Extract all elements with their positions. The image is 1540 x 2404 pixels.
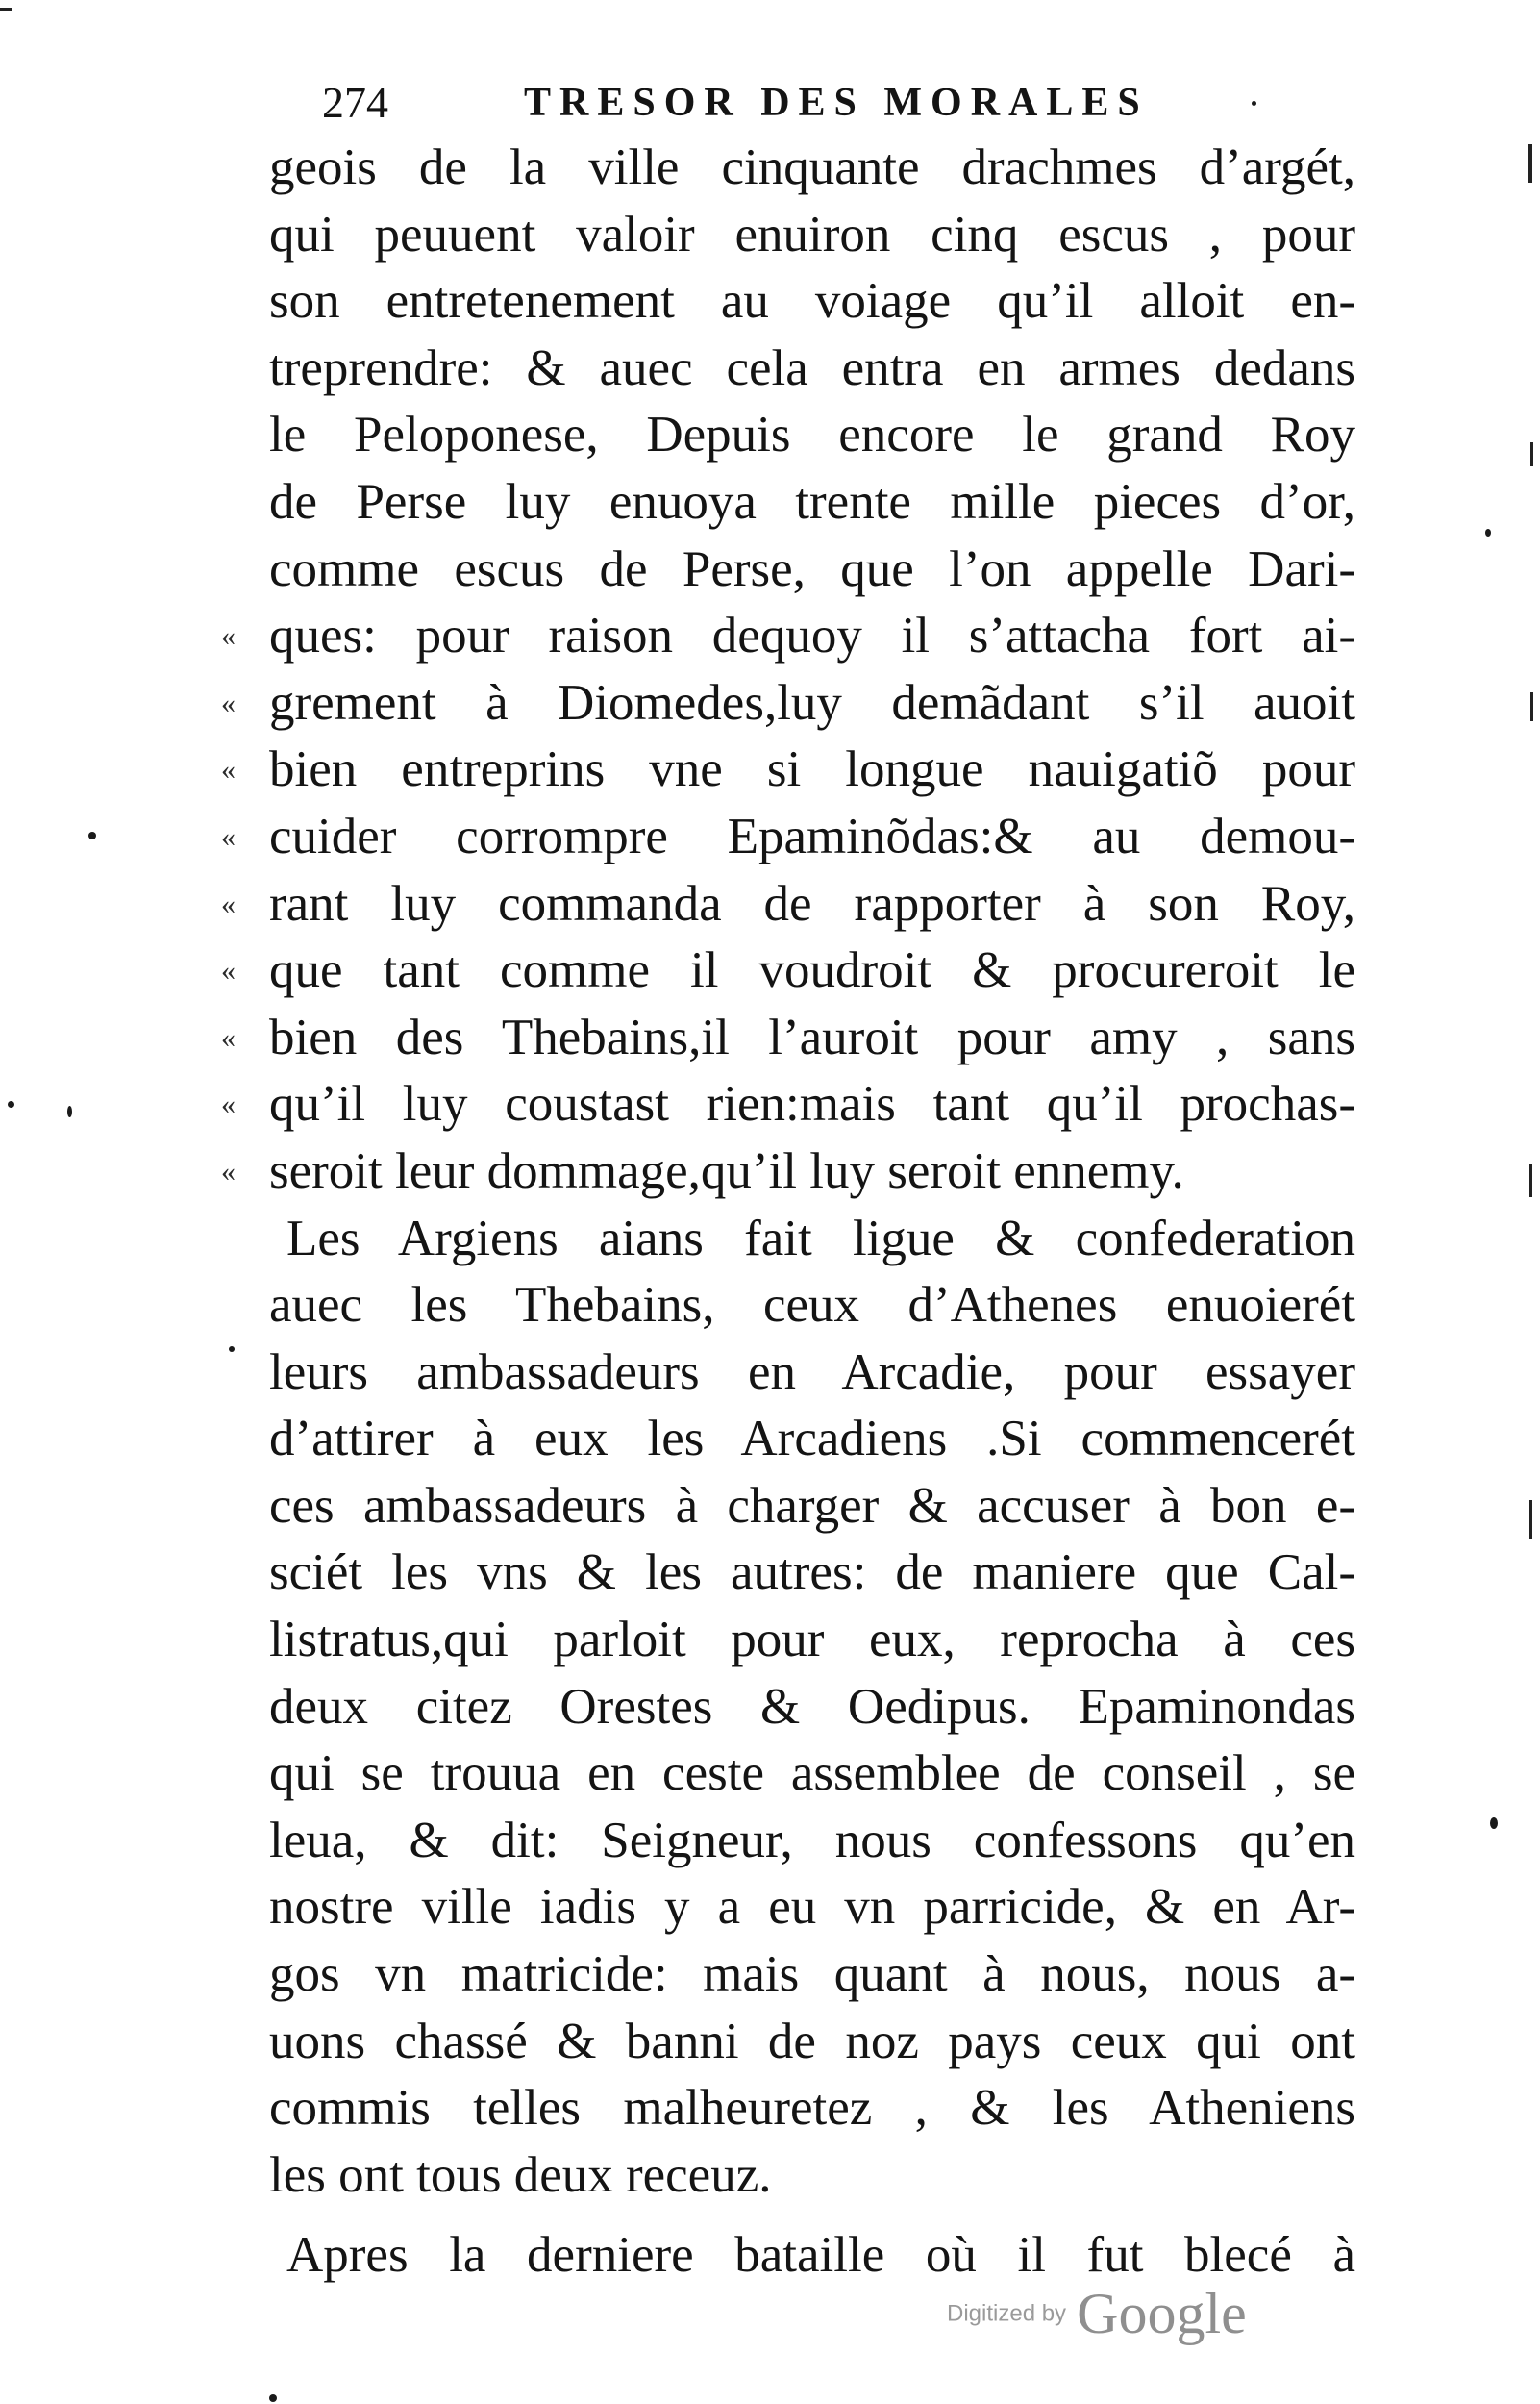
text-line xyxy=(269,2075,1355,2142)
text-line xyxy=(221,1071,1355,1139)
text-line xyxy=(221,670,1355,738)
text-line xyxy=(221,1139,1355,1206)
text-line-content: geois de la ville cinquante drachmes d’argét, xyxy=(269,139,1355,195)
text-line xyxy=(269,336,1355,403)
page-edge-mark xyxy=(1530,692,1533,721)
marginal-quote-mark: « xyxy=(221,888,236,920)
scan-speck xyxy=(1485,529,1491,537)
marginal-quote-mark: « xyxy=(221,1155,236,1188)
text-line-content: commis telles malheuretez , & les Atheniens xyxy=(269,2080,1355,2137)
text-line-content: gos vn matricide: mais quant à nous, nous a- xyxy=(269,1946,1355,2003)
watermark-prefix: Digitized by xyxy=(947,2300,1067,2327)
text-line xyxy=(269,268,1355,336)
text-line xyxy=(269,1272,1355,1340)
text-line-content: rant luy commanda de rapporter à son Roy, xyxy=(269,875,1355,932)
marginal-quote-mark: « xyxy=(221,1089,236,1121)
marginal-quote-mark: « xyxy=(221,754,236,787)
text-line xyxy=(269,2142,1355,2210)
text-line xyxy=(269,1206,1355,1273)
scan-speck xyxy=(229,1346,235,1352)
text-line-content: les ont tous deux receuz. xyxy=(269,2146,772,2203)
google-logo: Google xyxy=(1077,2282,1247,2345)
text-line-content: leua, & dit: Seigneur, nous confessons qu’en xyxy=(269,1812,1355,1868)
text-line-content: que tant comme il voudroit & procureroit le xyxy=(269,942,1355,999)
marginal-quote-mark: « xyxy=(221,955,236,988)
text-line-content: Les Argiens aians fait ligue & confederation xyxy=(286,1210,1355,1266)
text-line xyxy=(269,1340,1355,1407)
text-line-content: ces ambassadeurs à charger & accuser à bon e- xyxy=(269,1477,1355,1534)
page-header xyxy=(322,69,1283,137)
text-line xyxy=(269,1406,1355,1473)
body-text xyxy=(221,135,1355,2290)
text-line-content: deux citez Orestes & Oedipus. Epaminondas xyxy=(269,1678,1355,1735)
text-line xyxy=(269,202,1355,269)
text-line xyxy=(221,603,1355,670)
page-number: 274 xyxy=(322,78,388,127)
text-line xyxy=(221,938,1355,1005)
text-line xyxy=(269,1941,1355,2009)
text-line xyxy=(269,1740,1355,1808)
text-line-content: son entretenement au voiage qu’il alloit en- xyxy=(269,273,1355,330)
text-line-content: listratus,qui parloit pour eux, reprocha à ces xyxy=(269,1612,1355,1668)
page-edge-mark xyxy=(1529,1500,1532,1539)
text-line-content: seroit leur dommage,qu’il luy seroit ennemy. xyxy=(269,1142,1184,1199)
scan-speck xyxy=(269,2394,277,2402)
text-line xyxy=(221,804,1355,871)
text-line-content: qui peuuent valoir enuiron cinq escus , pour xyxy=(269,206,1355,263)
text-line xyxy=(269,1874,1355,1941)
text-line-content: Apres la derniere bataille où il fut blecé à xyxy=(286,2227,1355,2284)
text-line-content: comme escus de Perse, que l’on appelle Dari- xyxy=(269,540,1355,597)
text-line-content: bien des Thebains,il l’auroit pour amy , sans xyxy=(269,1009,1355,1065)
page-edge-mark xyxy=(1530,442,1533,466)
digitized-by-google-watermark xyxy=(947,2281,1247,2348)
text-line xyxy=(269,2009,1355,2076)
scan-speck xyxy=(67,1106,72,1117)
marginal-quote-mark: « xyxy=(221,620,236,653)
scan-speck xyxy=(88,832,96,839)
text-line-content: cuider corrompre Epaminõdas:& au demou- xyxy=(269,808,1355,864)
scan-speck xyxy=(8,1101,14,1108)
page-edge-mark xyxy=(0,8,12,11)
text-line xyxy=(269,1808,1355,1875)
text-line xyxy=(269,1674,1355,1741)
text-line xyxy=(269,402,1355,469)
text-line-content: d’attirer à eux les Arcadiens .Si commencerét xyxy=(269,1411,1355,1467)
marginal-quote-mark: « xyxy=(221,687,236,719)
text-line xyxy=(269,469,1355,537)
running-head: TRESOR DES MORALES xyxy=(524,81,1149,125)
text-line-content: ques: pour raison dequoy il s’attacha fort ai- xyxy=(269,608,1355,664)
text-line-content: le Peloponese, Depuis encore le grand Roy xyxy=(269,407,1355,463)
text-line-content: grement à Diomedes,luy demãdant s’il auoit xyxy=(269,674,1355,731)
text-line xyxy=(221,1005,1355,1072)
text-line-content: de Perse luy enuoya trente mille pieces d’or, xyxy=(269,473,1355,530)
text-line xyxy=(269,1607,1355,1674)
marginal-quote-mark: « xyxy=(221,820,236,853)
text-line-content: qui se trouua en ceste assemblee de conseil , se xyxy=(269,1745,1355,1802)
text-line xyxy=(269,1540,1355,1607)
text-line-content: qu’il luy coustast rien:mais tant qu’il prochas- xyxy=(269,1076,1355,1133)
text-line-content: treprendre: & auec cela entra en armes dedans xyxy=(269,339,1355,396)
page-edge-mark xyxy=(1529,1164,1532,1197)
marginal-quote-mark: « xyxy=(221,1021,236,1054)
text-line xyxy=(221,871,1355,939)
text-line-content: uons chassé & banni de noz pays ceux qui ont xyxy=(269,2013,1355,2069)
text-line xyxy=(269,135,1355,202)
text-line xyxy=(221,737,1355,804)
text-line-content: leurs ambassadeurs en Arcadie, pour essayer xyxy=(269,1343,1355,1400)
paragraph-gap xyxy=(269,2209,1355,2222)
text-line-content: sciét les vns & les autres: de maniere que Cal- xyxy=(269,1544,1355,1601)
scan-speck xyxy=(1252,101,1256,106)
text-line xyxy=(269,1473,1355,1540)
text-line xyxy=(269,537,1355,604)
text-line xyxy=(269,2222,1355,2290)
page-edge-mark xyxy=(1528,144,1532,183)
scan-speck xyxy=(1490,1817,1498,1829)
text-line-content: nostre ville iadis y a eu vn parricide, & en Ar- xyxy=(269,1879,1355,1936)
text-line-content: auec les Thebains, ceux d’Athenes enuoierét xyxy=(269,1277,1355,1334)
text-line-content: bien entreprins vne si longue nauigatiõ pour xyxy=(269,741,1355,798)
